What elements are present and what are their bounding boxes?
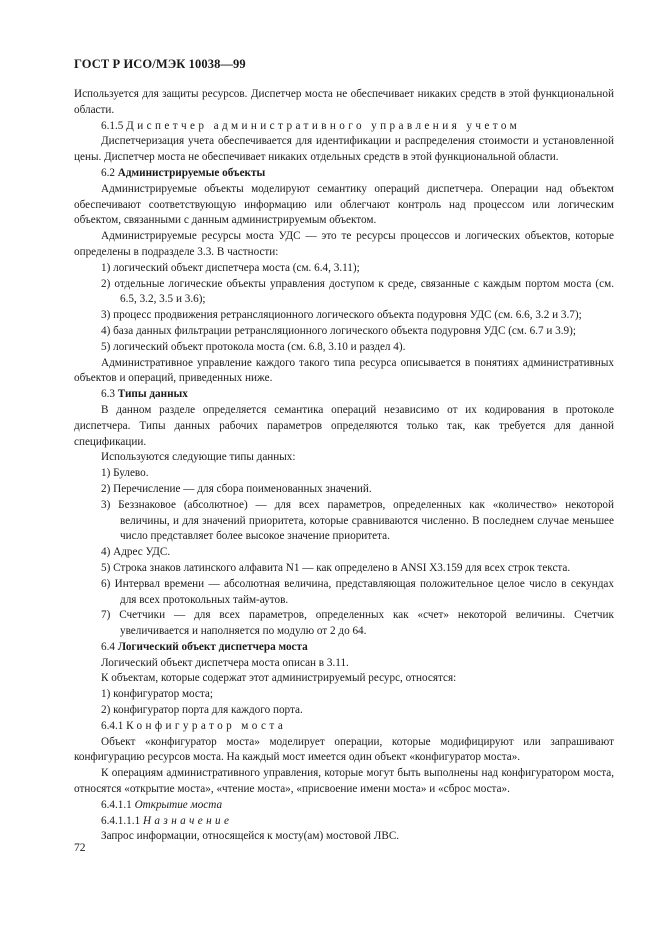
list-item: 4) база данных фильтрации ретрансляционного логического объекта подуровня УДС (см. 6.7 и 3.9); — [101, 324, 576, 337]
section-title: Открытие моста — [134, 798, 223, 811]
paragraph: Административное управление каждого такого типа ресурса описывается в понятиях административных объектов и операций, приведенных ниже. — [74, 356, 614, 385]
document-body — [74, 87, 614, 845]
section-number: 6.4.1 — [101, 719, 124, 732]
paragraph: К операциям административного управления, которые могут быть выполнены над конфигуратором моста, относятся «открытие моста», «чтение моста», «присвоение имени моста» и «сброс моста». — [74, 767, 614, 796]
list-item: 5) логический объект протокола моста (см. 6.8, 3.10 и раздел 4). — [101, 340, 406, 353]
list-item: 3) Беззнаковое (абсолютное) — для всех параметров, определенных как «количество» некоторой величины, и для значений приоритета, которые сравниваются численно. В последнем случае меньшее число представляет более высокое значение приоритета. — [101, 498, 614, 543]
list-item: 1) логический объект диспетчера моста (см. 6.4, 3.11); — [101, 261, 360, 274]
section-number: 6.2 — [101, 166, 115, 179]
paragraph: К объектам, которые содержат этот администрируемый ресурс, относятся: — [101, 672, 457, 685]
paragraph: В данном разделе определяется семантика операций независимо от их кодирования в протоколе диспетчера. Типы данных рабочих параметров определяются только так, как требуется для данной спецификации. — [74, 403, 614, 448]
paragraph: Диспетчеризация учета обеспечивается для идентификации и распределения стоимости и установленной цены. Диспетчер моста не обеспечивает никаких отдельных средств в этой функциональной области. — [74, 135, 614, 164]
list-item: 3) процесс продвижения ретрансляционного логического объекта подуровня УДС (см. 6.6, 3.2 и 3.7); — [101, 309, 582, 322]
list-item: 2) Перечисление — для сбора поименованных значений. — [101, 482, 372, 495]
section-number: 6.4.1.1 — [101, 798, 132, 811]
paragraph: Логический объект диспетчера моста описан в 3.11. — [101, 656, 349, 669]
list-item: 1) конфигуратор моста; — [101, 688, 213, 701]
paragraph: Администрируемые объекты моделируют семантику операций диспетчера. Операции над объектом обеспечивают соответствующую информацию или облегчают контроль над процессом или логическим объектом, связанными с данным администрируемым объектом. — [74, 182, 614, 227]
list-item: 7) Счетчики — для всех параметров, определенных как «счет» некоторой величины. Счетчик увеличивается и наполняется по модулю от 2 до 64. — [101, 609, 614, 638]
paragraph: Администрируемые ресурсы моста УДС — это те ресурсы процессов и логических объектов, которые определены в подразделе 3.3. В частности: — [74, 230, 614, 258]
list-item: 2) отдельные логические объекты управления доступом к среде, связанные с каждым портом моста (см. 6.5, 3.2, 3.5 и 3.6); — [101, 277, 614, 306]
page-number: 72 — [74, 842, 86, 854]
section-title: Назначение — [142, 814, 233, 827]
section-title: Администрируемые объекты — [117, 166, 266, 179]
paragraph: Используется для защиты ресурсов. Диспетчер моста не обеспечивает никаких средств в этой функциональной области. — [74, 88, 614, 116]
list-item: 2) конфигуратор порта для каждого порта. — [101, 704, 303, 717]
document-header: ГОСТ Р ИСО/МЭК 10038—99 — [74, 57, 246, 71]
section-number: 6.1.5 — [101, 119, 124, 132]
list-item: 1) Булево. — [101, 467, 149, 480]
section-number: 6.4.1.1.1 — [101, 814, 141, 827]
paragraph: Запрос информации, относящейся к мосту(ам) мостовой ЛВС. — [101, 830, 400, 843]
section-heading — [74, 814, 614, 830]
section-title: Конфигуратор моста — [126, 719, 287, 732]
list-item: 4) Адрес УДС. — [101, 546, 171, 559]
section-title: Логический объект диспетчера моста — [117, 640, 308, 653]
list-item: 5) Строка знаков латинского алфавита N1 — как определено в ANSI X3.159 для всех строк текста. — [101, 561, 571, 574]
section-heading — [74, 166, 614, 182]
section-number: 6.4 — [101, 640, 115, 653]
paragraph: Объект «конфигуратор моста» моделирует операции, которые модифицируют или запрашивают конфигурацию ресурсов моста. На каждый мост имеется один объект «конфигуратор моста». — [74, 735, 614, 764]
section-heading — [74, 719, 614, 735]
section-heading — [74, 640, 614, 656]
section-number: 6.3 — [101, 388, 115, 401]
section-heading — [74, 798, 614, 814]
section-title: Диспетчер административного управления учетом — [126, 119, 521, 132]
section-heading — [74, 387, 614, 403]
section-title: Типы данных — [117, 388, 188, 401]
paragraph: Используются следующие типы данных: — [101, 451, 296, 464]
section-heading — [74, 119, 614, 135]
list-item: 6) Интервал времени — абсолютная величина, представляющая положительное целое число в секундах для всех протокольных тайм-аутов. — [101, 577, 614, 606]
